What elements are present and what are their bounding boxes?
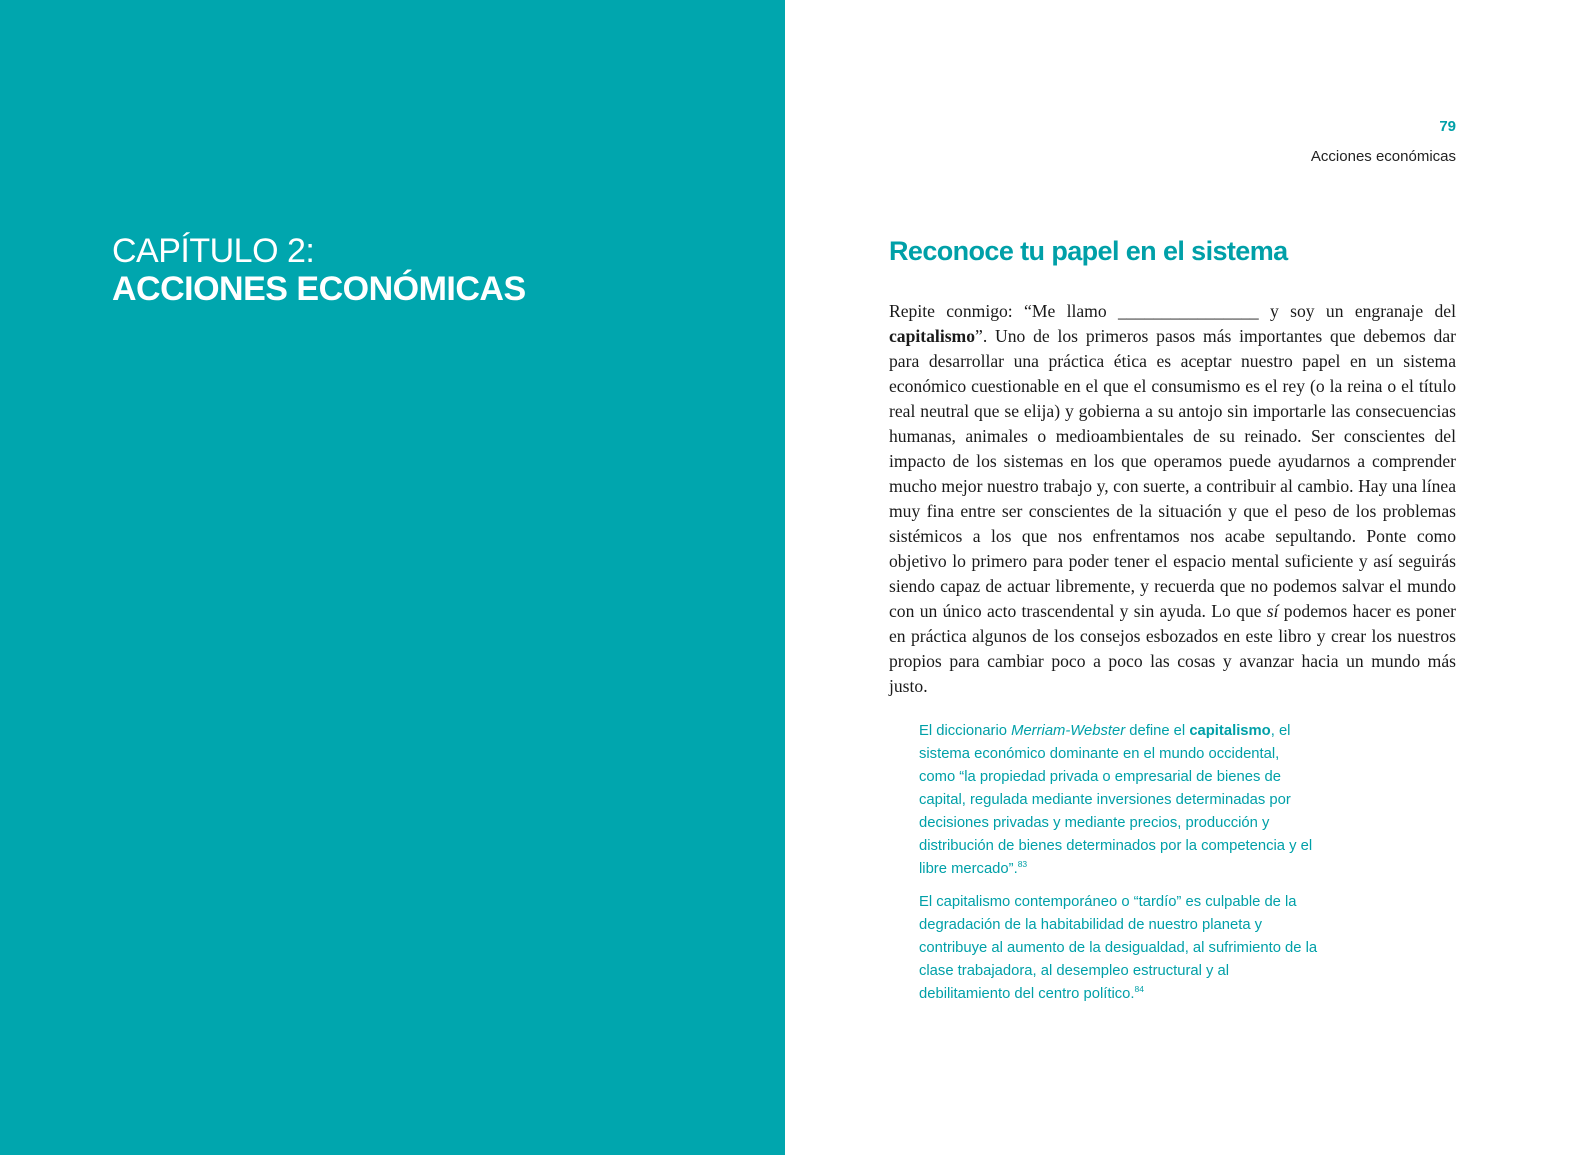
callout-dictionary-name: Merriam-Webster bbox=[1011, 723, 1126, 739]
chapter-opener-page bbox=[0, 0, 785, 1155]
body-paragraph bbox=[889, 299, 1456, 699]
footnote-ref-84[interactable]: 84 bbox=[1134, 984, 1144, 995]
callout-paragraph-definition bbox=[919, 720, 1319, 881]
page-number: 79 bbox=[1439, 118, 1456, 135]
section-heading: Reconoce tu papel en el sistema bbox=[889, 236, 1288, 266]
chapter-name: ACCIONES ECONÓMICAS bbox=[112, 270, 526, 308]
running-head: Acciones económicas bbox=[1310, 148, 1456, 165]
callout-paragraph-critique bbox=[919, 891, 1319, 1006]
text-page bbox=[785, 0, 1571, 1157]
body-text-end: podemos hacer es poner en práctica algunos de los consejos esbozados en este libro y crear los nuestros propios para cambiar poco a poco las cosas y avanzar hacia un mundo más justo. bbox=[889, 601, 1456, 696]
callout-text-mid: define el bbox=[1125, 723, 1190, 739]
chapter-title bbox=[112, 232, 526, 308]
definition-callout bbox=[919, 720, 1319, 1016]
body-text-start: Repite conmigo: “Me llamo ________________ y soy un engranaje del bbox=[889, 301, 1456, 321]
callout-critique-text: El capitalismo contemporáneo o “tardío” es culpable de la degradación de la habitabilidad de nuestro planeta y contribuye al aumento de la desigualdad, al sufrimiento de la clase trabajadora, al desempleo estructural y al debilitamiento del centro político. bbox=[919, 894, 1318, 1002]
callout-text-end: , el sistema económico dominante en el mundo occidental, como “la propiedad privada o empresarial de bienes de capital, regulada mediante inversiones determinadas por decisiones privadas y mediante precios, producción y distribución de bienes determinados por la competencia y el libre mercado”. bbox=[919, 723, 1313, 877]
callout-bold-term: capitalismo bbox=[1189, 723, 1271, 739]
callout-text-start: El diccionario bbox=[919, 723, 1012, 739]
body-bold-term: capitalismo bbox=[889, 326, 976, 346]
body-text-middle: ”. Uno de los primeros pasos más importantes que debemos dar para desarrollar una práctica ética es aceptar nuestro papel en un sistema económico cuestionable en el que el consumismo es el rey (o la reina o el título real neutral que se elija) y gobierna a su antojo sin importarle las consecuencias humanas, animales o medioambientales de su reinado. Ser conscientes del impacto de los sistemas en los que operamos puede ayudarnos a comprender mucho mejor nuestro trabajo y, con suerte, a contribuir al cambio. Hay una línea muy fina entre ser conscientes de la situación y que el peso de los problemas sistémicos a los que nos enfrentamos nos acabe sepultando. Ponte como objetivo lo primero para poder tener el espacio mental suficiente y así seguirás siendo capaz de actuar libremente, y recuerda que no podemos salvar el mundo con un único acto trascendental y sin ayuda. Lo que bbox=[889, 326, 1456, 621]
footnote-ref-83[interactable]: 83 bbox=[1017, 859, 1028, 870]
chapter-label: CAPÍTULO 2: bbox=[112, 232, 315, 270]
body-italic-word: sí bbox=[1266, 601, 1279, 621]
